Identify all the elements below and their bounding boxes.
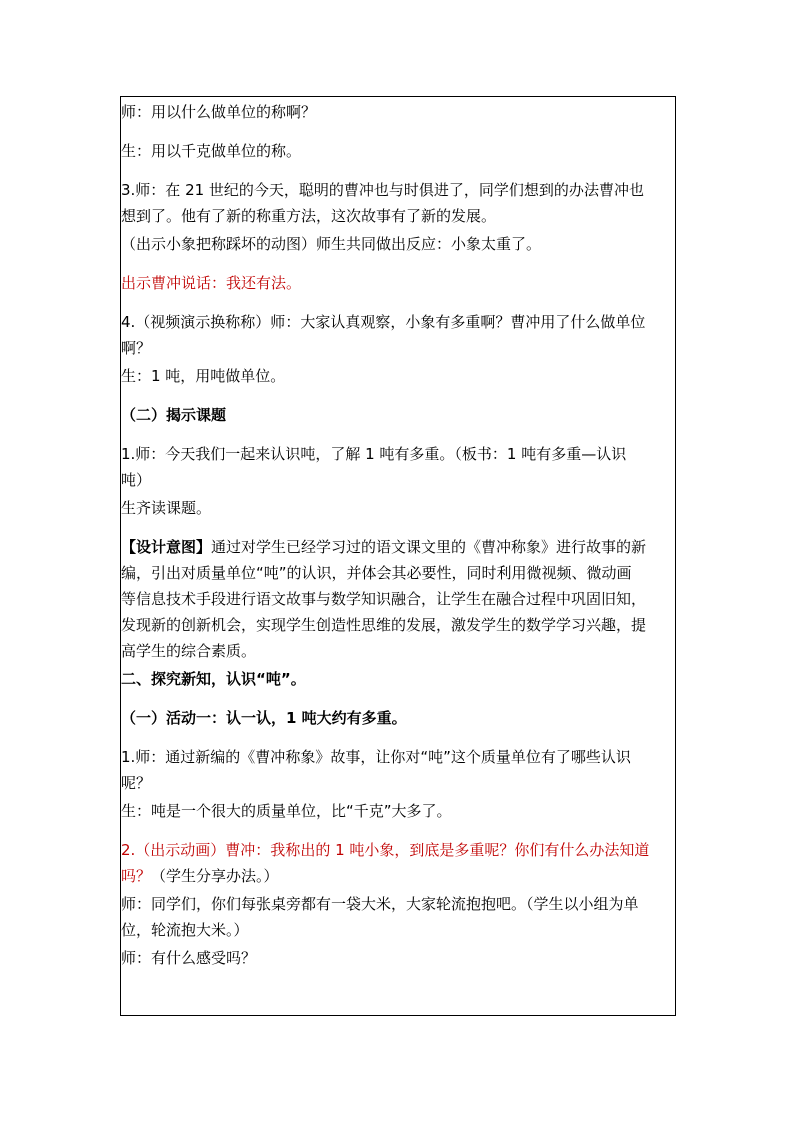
paragraph-line: 3.师：在 21 世纪的今天，聪明的曹冲也与时俱进了，同学们想到的办法曹冲也 — [121, 181, 644, 199]
paragraph-line: 生：1 吨，用吨做单位。 — [121, 367, 286, 385]
paragraph-line: 师：有什么感受吗？ — [121, 949, 257, 967]
paragraph-line: 出示曹冲说话：我还有法。 — [121, 274, 302, 292]
paragraph-line: （一）活动一：认一认，1 吨大约有多重。 — [121, 709, 407, 727]
paragraph-line: 师：同学们，你们每张桌旁都有一袋大米，大家轮流抱抱吧。（学生以小组为单 — [121, 895, 639, 913]
highlighted-text: 吗？ — [121, 867, 152, 885]
paragraph-line: （二）揭示课题 — [121, 406, 227, 424]
paragraph-line: （出示小象把称踩坏的动图）师生共同做出反应：小象太重了。 — [121, 235, 542, 253]
paragraph-line: 师：用以什么做单位的称啊？ — [121, 103, 317, 121]
paragraph-line: 发现新的创新机会，实现学生创造性思维的发展，激发学生的数学学习兴趣，提 — [121, 616, 647, 634]
normal-text: （学生分享办法。） — [151, 867, 279, 885]
paragraph-line: 生齐读课题。 — [121, 499, 212, 517]
paragraph-line: 2.（出示动画）曹冲：我称出的 1 吨小象，到底是多重呢？你们有什么办法知道 — [121, 841, 650, 859]
design-intent-label: 【设计意图】 — [121, 538, 212, 556]
paragraph-line — [121, 534, 675, 560]
paragraph-line: 啊？ — [121, 339, 152, 357]
paragraph-line: 位，轮流抱大米。） — [121, 921, 249, 939]
paragraph-line: 生：用以千克做单位的称。 — [121, 142, 302, 160]
paragraph-line: 想到了。他有了新的称重方法，这次故事有了新的发展。 — [121, 207, 497, 225]
paragraph-line — [121, 863, 675, 889]
paragraph-line: 生：吨是一个很大的质量单位，比“千克”大多了。 — [121, 802, 452, 820]
paragraph-line: 1.师：通过新编的《曹冲称象》故事，让你对“吨”这个质量单位有了哪些认识 — [121, 748, 631, 766]
paragraph-line: 编，引出对质量单位“吨”的认识，并体会其必要性，同时利用微视频、微动画 — [121, 564, 632, 582]
design-intent-text: 通过对学生已经学习过的语文课文里的《曹冲称象》进行故事的新 — [211, 538, 647, 556]
paragraph-line: 1.师：今天我们一起来认识吨，了解 1 吨有多重。（板书：1 吨有多重—认识 — [121, 445, 627, 463]
paragraph-line: 呢？ — [121, 774, 152, 792]
content-table-cell — [120, 96, 676, 1016]
paragraph-line: 4.（视频演示换称称）师：大家认真观察，小象有多重啊？曹冲用了什么做单位 — [121, 313, 646, 331]
paragraph-line: 二、探究新知，认识“吨”。 — [121, 670, 306, 688]
paragraph-line: 高学生的综合素质。 — [121, 642, 257, 660]
paragraph-line: 等信息技术手段进行语文故事与数学知识融合，让学生在融合过程中巩固旧知， — [121, 590, 647, 608]
paragraph-line: 吨） — [121, 471, 152, 489]
